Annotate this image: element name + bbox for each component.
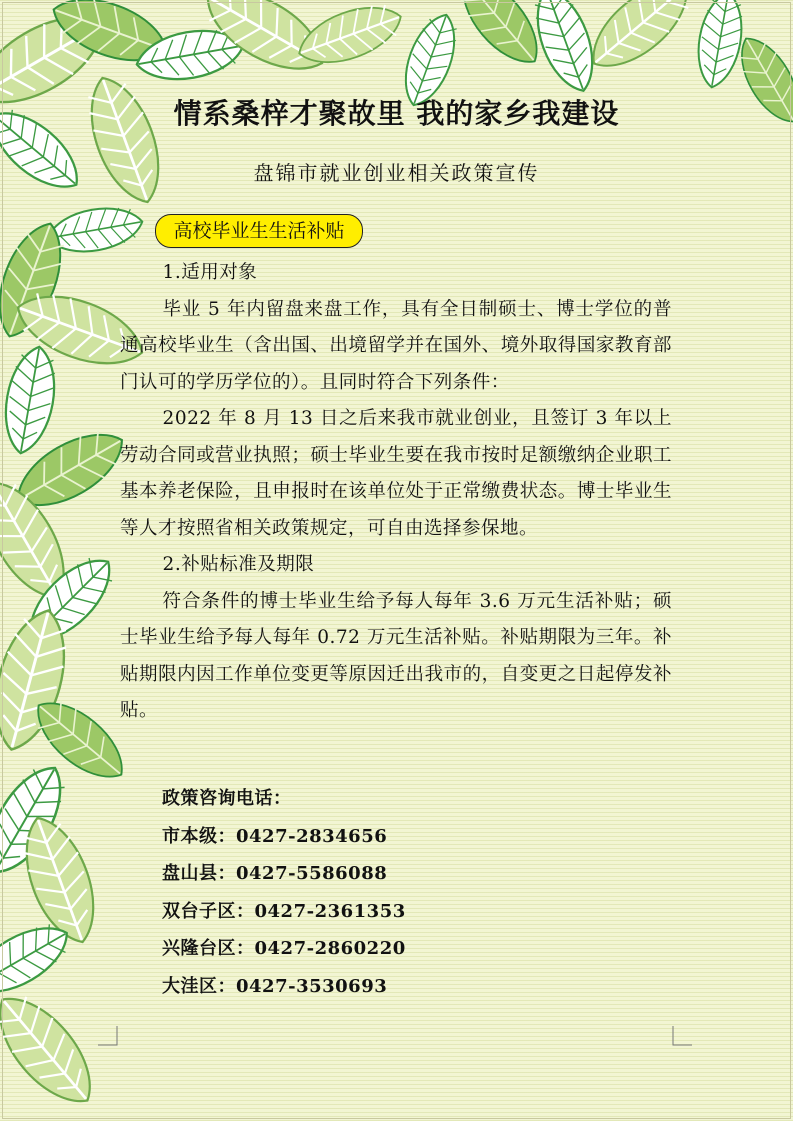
- paragraph-conditions: 2022 年 8 月 13 日之后来我市就业创业，且签订 3 年以上劳动合同或营业执照；硕士毕业生要在我市按时足额缴纳企业职工基本养老保险，且申报时在该单位处于正常缴费状态。博士毕业生等人才按照省相关政策规定，可自由选择参保地。: [120, 408, 672, 539]
- page-subtitle: 盘锦市就业创业相关政策宣传: [253, 161, 540, 185]
- page-title: 情系桑梓才聚故里 我的家乡我建设: [173, 97, 620, 130]
- section-badge: 高校毕业生生活补贴: [155, 214, 363, 248]
- contacts-heading: 政策咨询电话：: [162, 788, 292, 809]
- heading-applicable: 1.适用对象: [162, 262, 258, 283]
- contact-item: 盘山县：0427-5586088: [162, 863, 388, 884]
- paragraph-standard: 符合条件的博士毕业生给予每人每年 3.6 万元生活补贴；硕士毕业生给予每人每年 0.72 万元生活补贴。补贴期限为三年。补贴期限内因工作单位变更等原因迁出我市的，自变更之日起停发补贴。: [120, 590, 672, 721]
- contact-item: 大洼区：0427-3530693: [162, 975, 388, 997]
- contact-item: 兴隆台区：0427-2860220: [162, 938, 406, 959]
- contacts-list: [162, 780, 406, 1005]
- heading-standard: 2.补贴标准及期限: [162, 554, 315, 575]
- paragraph-eligibility: 毕业 5 年内留盘来盘工作，具有全日制硕士、博士学位的普通高校毕业生（含出国、出境留学并在国外、境外取得国家教育部门认可的学历学位的）。且同时符合下列条件：: [120, 298, 672, 393]
- contact-item: 双台子区：0427-2361353: [162, 900, 406, 922]
- contact-item: 市本级：0427-2834656: [162, 825, 388, 847]
- policy-body: [120, 255, 672, 730]
